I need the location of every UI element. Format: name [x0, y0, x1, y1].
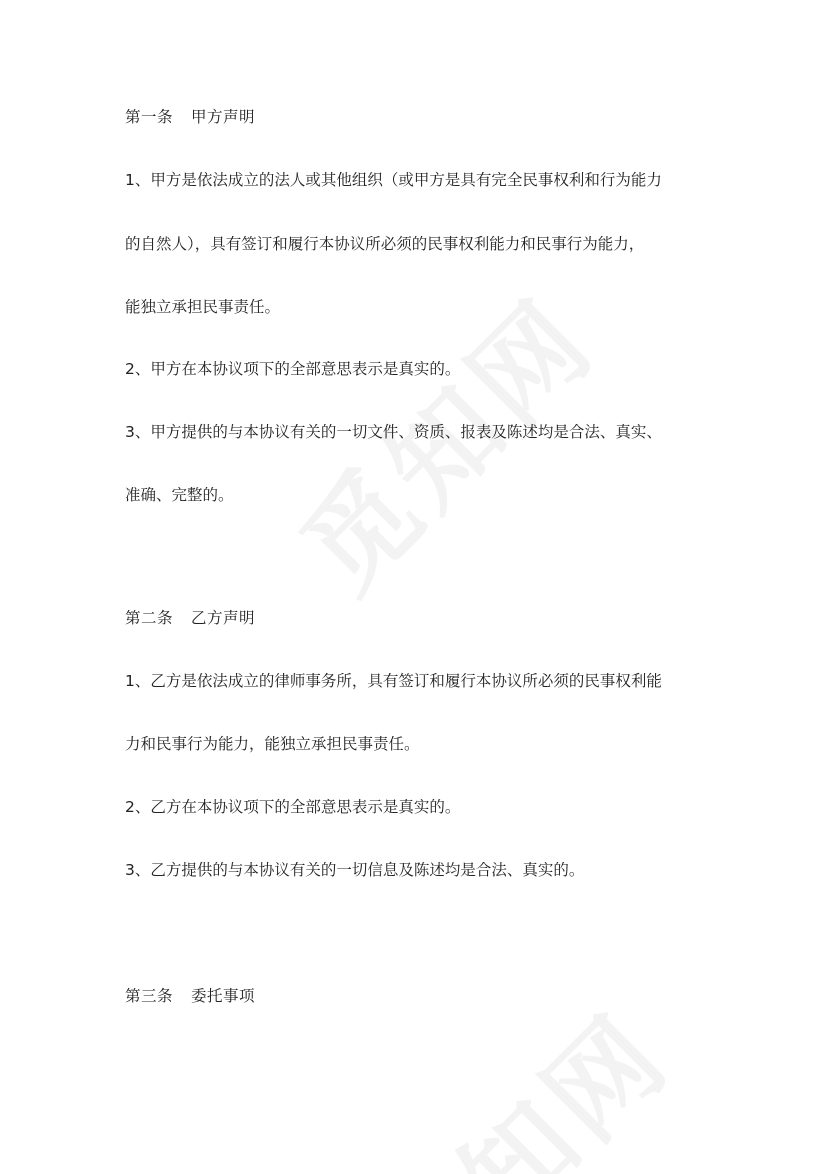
section-heading: [125, 985, 255, 1007]
section-number: 第三条: [125, 987, 174, 1005]
paragraph-line: 3、甲方提供的与本协议有关的一切文件、资质、报表及陈述均是合法、真实、: [125, 423, 662, 441]
section-heading: [125, 106, 255, 128]
section-title: 甲方声明: [191, 108, 256, 126]
paragraph-line: 3、乙方提供的与本协议有关的一切信息及陈述均是合法、真实的。: [125, 861, 585, 879]
paragraph-line: 的自然人），具有签订和履行本协议所必须的民事权利能力和民事行为能力，: [125, 235, 645, 253]
paragraph-line: 能独立承担民事责任。: [125, 298, 281, 316]
paragraph-line: 1、甲方是依法成立的法人或其他组织（或甲方是具有完全民事权利和行为能力: [125, 171, 662, 189]
paragraph-line: 1、乙方是依法成立的律师事务所，具有签订和履行本协议所必须的民事权利能: [125, 672, 662, 690]
paragraph-line: 力和民事行为能力，能独立承担民事责任。: [125, 735, 420, 753]
section-number: 第二条: [125, 609, 174, 627]
section-title: 乙方声明: [191, 609, 256, 627]
section-number: 第一条: [125, 108, 174, 126]
paragraph-line: 2、甲方在本协议项下的全部意思表示是真实的。: [125, 360, 461, 378]
section-heading: [125, 607, 255, 629]
paragraph-line: 2、乙方在本协议项下的全部意思表示是真实的。: [125, 798, 461, 816]
paragraph-line: 准确、完整的。: [125, 486, 234, 504]
watermark: [336, 973, 698, 1174]
section-title: 委托事项: [191, 987, 256, 1005]
